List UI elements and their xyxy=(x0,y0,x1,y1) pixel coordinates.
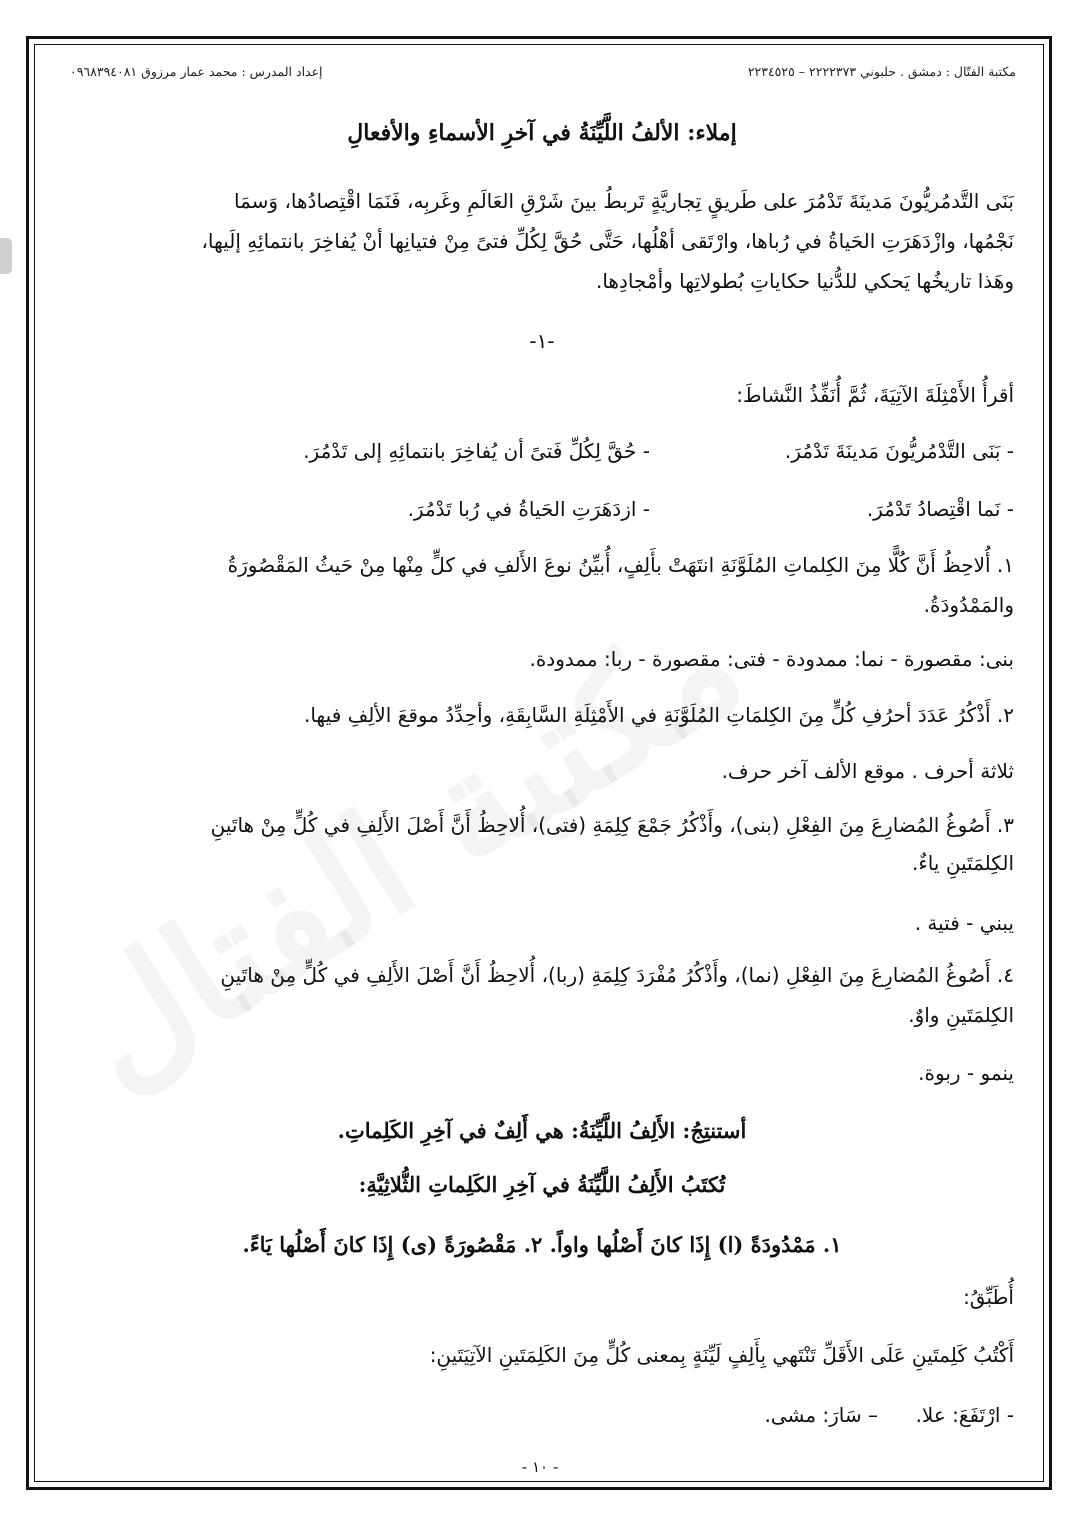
answer-line: ثلاثة أحرف . موقع الألف آخر حرف. xyxy=(721,759,1014,783)
apply-heading: أُطَبِّقُ: xyxy=(963,1285,1014,1309)
apply-answer: - ارْتَفَعَ: علا. xyxy=(915,1403,1014,1427)
question-line: ١. أُلاحِظُ أَنَّ كُلًّا مِنَ الكِلماتِ المُلَوَّنَةِ انتَهَتْ بأَلِفٍ، أُبيِّنُ نوعَ الأَلفِ في كلٍّ مِنْها مِنْ حَيثُ المَقْصُورَةُ xyxy=(227,553,1014,577)
passage-line: بَنَى التَّدمُريُّونَ مَدينَةَ تَدْمُرَ على طَريقٍ تِجاريَّةٍ تَربطُ بينَ شَرْقِ العَالَمِ وغَربِه، فَنَمَا اقْتِصادُها، وَسمَا xyxy=(234,189,1014,213)
passage-line: نَجْمُها، وازْدَهَرَتِ الحَياةُ في رُباها، وارْتَقى أهْلُها، حَتَّى حُقَّ لِكُلِّ فتىً مِنْ فتيانِها أنْ يُفاخِرَ بانتمائِهِ إلَيها، xyxy=(201,229,1014,253)
question-line: ٢. أَذْكُرُ عَدَدَ أحرُفِ كُلٍّ مِنَ الكِلمَاتِ المُلَوَّنَةِ في الأَمْثِلَةِ السَّابِقَةِ، وأحِدِّدُ موقعَ الألِفِ فيها. xyxy=(303,703,1014,727)
conclusion-line: أستنتِجُ: الأَلِفُ اللَّيِّنَةُ: هي أَلِفٌ في آخِرِ الكَلِماتِ. xyxy=(337,1118,747,1143)
answer-line: يبني - فتية . xyxy=(914,911,1014,935)
question-line: ٣. أَصُوغُ المُضارِعَ مِنَ الفِعْلِ (بنى)، وأَذْكُرُ جَمْعَ كِلِمَةِ (فتى)، أُلاحِظُ أَنَّ أَصْلَ الأَلِفِ في كُلٍّ مِنْ هاتَينِ xyxy=(210,813,1014,837)
passage-line: وهَذا تاريخُها يَحكي للدُّنيا حكاياتِ بُطولاتِها وأمْجادِها. xyxy=(595,269,1014,293)
question-line: والمَمْدُودَةُ. xyxy=(923,593,1014,617)
section-marker: -١- xyxy=(529,329,555,353)
answer-line: بنى: مقصورة - نما: ممدودة - فتى: مقصورة - ربا: ممدودة. xyxy=(529,647,1014,671)
page-title: إملاء: الألفُ اللَّيِّنَةُ في آخرِ الأسماءِ والأفعالِ xyxy=(347,120,737,146)
scroll-handle[interactable] xyxy=(0,238,12,274)
apply-answer: – سَارَ: مشى. xyxy=(764,1403,878,1427)
header-library: مكتبة الفتّال : دمشق . حلبوني ٢٢٢٢٣٧٣ – ٢٢٣٤٥٢٥ xyxy=(747,64,1016,79)
question-line: الكِلمَتَينِ ياءٌ. xyxy=(912,851,1014,875)
answer-line: ينمو - ربوة. xyxy=(918,1061,1014,1085)
example-text: - بَنَى التَّدْمُريُّونَ مَدينَةَ تَدْمُرَ. xyxy=(784,439,1014,463)
instruction: أقرأُ الأَمْثِلَةَ الآتِيَةَ، ثُمَّ أُنَفِّذُ النَّشاطَ: xyxy=(736,383,1014,407)
conclusion-line: تُكتَبُ الأَلِفُ اللَّيِّنَةُ في آخِرِ الكَلِماتِ الثُّلاثِيَّةِ: xyxy=(358,1172,726,1197)
question-line: ٤. أَصُوغُ المُضارِعَ مِنَ الفِعْلِ (نما)، وأَذْكُرُ مُفْرَدَ كِلِمَةِ (ربا)، أُلاحِظُ أَنَّ أَصْلَ الأَلِفِ في كُلٍّ مِنْ هاتَينِ xyxy=(220,963,1014,987)
example-text: - نَما اقْتِصادُ تَدْمُرَ. xyxy=(866,497,1014,521)
question-line: الكِلمَتَينِ واوٌ. xyxy=(908,1003,1014,1027)
apply-instruction: أَكْتُبُ كَلِمتَينِ عَلَى الأَقَلِّ تَنْتَهي بِأَلِفٍ لَيِّنَةٍ بِمعنى كُلٍّ مِنَ الكَلِمَتَينِ الآتِيَتَينِ: xyxy=(429,1343,1014,1367)
conclusion-line: ١. مَمْدُودَةً (ا) إِذَا كانَ أَصْلُها واواً. ٢. مَقْصُورَةً (ى) إِذَا كانَ أَصْلُها يَاءً. xyxy=(242,1232,842,1257)
example-text: - حُقَّ لِكُلِّ فَتىً أن يُفاخِرَ بانتمائِهِ إلى تَدْمُرَ. xyxy=(303,439,650,463)
example-text: - ازدَهَرَتِ الحَياةُ في رُبا تَدْمُرَ. xyxy=(407,497,650,521)
page-number: - ١٠ - xyxy=(521,1458,559,1476)
header-teacher: إعداد المدرس : محمد عمار مرزوق ٠٩٦٨٣٩٤٠٨١ xyxy=(70,64,323,79)
